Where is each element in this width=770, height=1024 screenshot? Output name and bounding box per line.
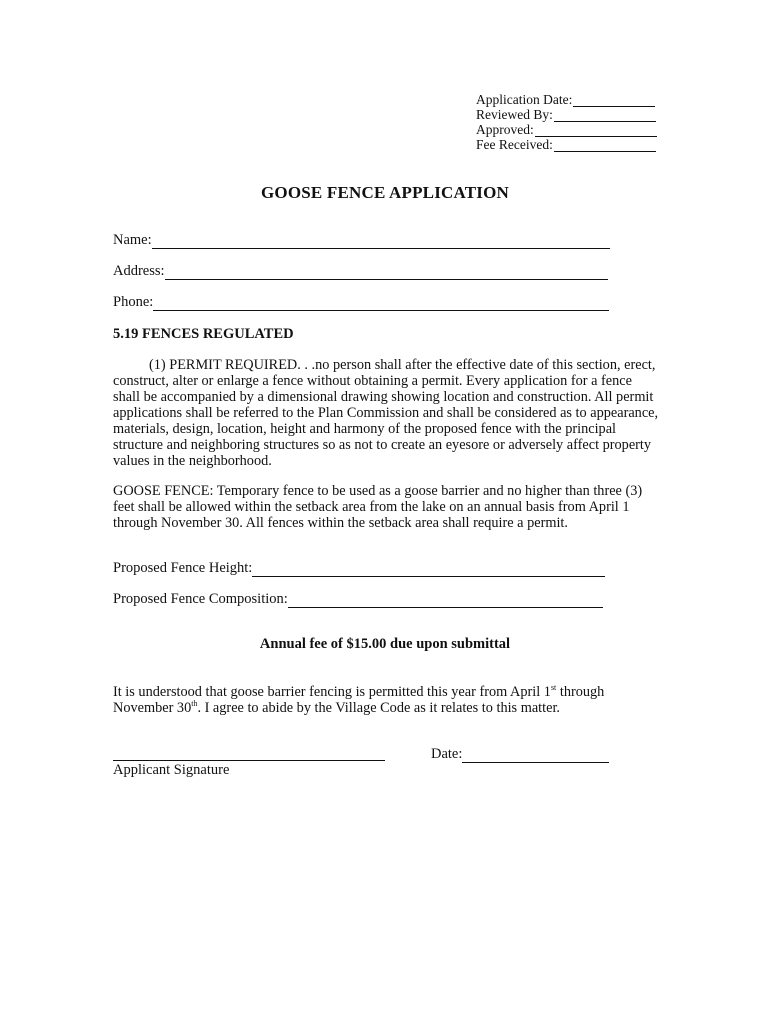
date-label: Date: (431, 746, 463, 762)
phone-row (113, 294, 609, 311)
reviewed-by-row (476, 107, 657, 122)
name-row (113, 232, 610, 249)
application-date-row (476, 92, 657, 107)
address-label: Address: (113, 263, 165, 279)
fee-notice: Annual fee of $15.00 due upon submittal (259, 636, 511, 652)
signature-label: Applicant Signature (113, 762, 230, 778)
agreement-text-3: . I agree to abide by the Village Code as it relates to this matter. (197, 700, 560, 716)
fence-composition-field[interactable] (288, 593, 603, 608)
application-date-field[interactable] (573, 95, 655, 107)
fence-composition-label: Proposed Fence Composition: (113, 591, 288, 607)
agreement-text-1: It is understood that goose barrier fencing is permitted this year from April 1 (113, 684, 551, 700)
permit-paragraph: (1) PERMIT REQUIRED. . .no person shall after the effective date of this section, erect, construct, alter or enlarge a fence without obtaining a permit. Every application for a fence shall be accompanied by a dimensional drawing showing location and construction. All permit applications shall be referred to the Plan Commission and shall be considered as to appearance, materials, design, location, height and harmony of the proposed fence with the principal structure and neighboring structures so as not to create an eyesore or adversely affect property values in the neighborhood. (113, 357, 659, 469)
page-title: GOOSE FENCE APPLICATION (261, 183, 509, 202)
fence-composition-row (113, 591, 603, 608)
application-date-label: Application Date: (476, 92, 573, 107)
signature-field[interactable] (113, 760, 385, 761)
name-label: Name: (113, 232, 152, 248)
fee-received-field[interactable] (554, 140, 656, 152)
office-use-block (476, 92, 657, 152)
date-field[interactable] (462, 748, 609, 763)
approved-row (476, 122, 657, 137)
approved-field[interactable] (535, 125, 657, 137)
reviewed-by-field[interactable] (554, 110, 656, 122)
phone-field[interactable] (153, 296, 609, 311)
address-row (113, 263, 608, 280)
phone-label: Phone: (113, 294, 154, 310)
address-field[interactable] (165, 265, 608, 280)
name-field[interactable] (152, 234, 610, 249)
agreement-sup-1: st (550, 683, 557, 692)
date-row (431, 746, 609, 763)
fee-received-row (476, 137, 657, 152)
agreement-text-2: through November 30 (113, 684, 605, 716)
reviewed-by-label: Reviewed By: (476, 107, 553, 122)
fence-height-label: Proposed Fence Height: (113, 560, 253, 576)
fence-height-row (113, 560, 605, 577)
fence-height-field[interactable] (252, 562, 605, 577)
goose-fence-paragraph: GOOSE FENCE: Temporary fence to be used as a goose barrier and no higher than three (3) feet shall be allowed within the setback area from the lake on an annual basis from April 1 through November 30. All fences within the setback area shall require a permit. (113, 483, 643, 531)
approved-label: Approved: (476, 122, 534, 137)
section-heading: 5.19 FENCES REGULATED (113, 326, 294, 342)
agreement-sup-2: th (191, 699, 198, 708)
agreement-paragraph (113, 684, 653, 716)
fee-received-label: Fee Received: (476, 137, 553, 152)
